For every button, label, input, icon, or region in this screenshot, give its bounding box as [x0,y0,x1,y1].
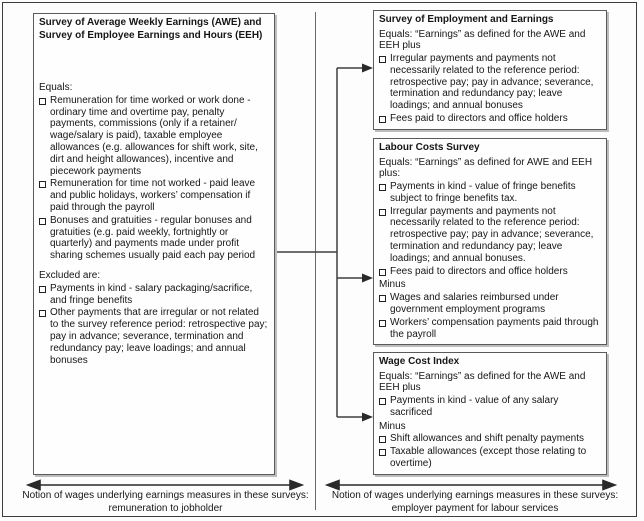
labour-costs-survey-box [373,138,607,345]
bullet-item [379,395,601,419]
awe-eeh-survey-box [33,13,275,475]
bullet-text: Other payments that are irregular or not related to the survey reference period: retrospective pay; pay in advance; severance, termination and redundancy pay; leave loadings; and annual bonuses [50,307,268,366]
bullet-text: Payments in kind - value of any salary sacrificed [390,395,559,418]
bullet-item [39,178,269,213]
box-body [379,157,601,341]
open-square-icon [379,209,386,216]
open-square-icon [379,320,386,327]
open-square-icon [379,398,386,405]
bullet-text: Remuneration for time worked or work done - ordinary time and overtime pay, penalty payments, commissions (only if a retainer/ wage/salary is paid), taxable employee allowances (e.g. allowances for shift work, site, dirt and height allowances), incentive and piecework payments [50,94,258,177]
caption-line: Notion of wages underlying earnings measures in these surveys: [22,490,309,501]
bullet-text: Payments in kind - salary packaging/sacrifice, and fringe benefits [50,282,253,306]
section-label: Equals: [39,82,73,93]
open-square-icon [39,218,46,225]
open-square-icon [379,56,386,63]
box-body [379,371,601,470]
bullet-item [379,292,601,316]
right-column-caption [320,490,630,515]
bullet-item [379,317,601,341]
section-label: Equals: “Earnings” as defined for the AWE and EEH plus [379,28,586,52]
bullet-text: Fees paid to directors and office holders [390,265,568,277]
section-label: Minus [379,420,406,432]
left-column-caption [18,490,313,515]
caption-line: remuneration to jobholder [108,502,223,514]
bullet-item [39,307,269,366]
bullet-item [379,206,601,265]
box-body [39,82,269,366]
box-body [379,29,601,125]
caption-line: Notion of wages underlying earnings measures in these surveys: [331,490,619,501]
open-square-icon [379,116,386,123]
bullet-text: Shift allowances and shift penalty payments [390,433,584,445]
bullet-item [39,95,269,178]
bullet-item [379,446,601,470]
bullet-text: Taxable allowances (except those relating to overtime) [390,446,587,470]
bullet-text: Remuneration for time not worked - paid leave and public holidays, workers’ compensation if paid through the payroll [50,178,256,213]
box-title: Wage Cost Index [379,356,460,367]
bullet-text: Irregular payments and payments not necessarily related to the reference period: retrospective pay; pay in advance; severance, termination and redundancy pay; leave loadings; and annual bonuses. [390,205,594,264]
open-square-icon [379,295,386,302]
bullet-item [379,181,601,205]
bullet-item [379,266,601,278]
open-square-icon [39,181,46,188]
bullet-text: Wages and salaries reimbursed under government employment programs [390,292,559,316]
bullet-item [39,283,269,307]
box-title: Survey of Employment and Earnings [379,14,554,25]
bullet-text: Bonuses and gratuities - regular bonuses and gratuities (e.g. paid weekly, fortnightly or quarterly) and payments made under profit sharing schemes usually paid each pay period [50,214,256,262]
bullet-text: Workers’ compensation payments paid through the payroll [390,316,599,340]
section-label: Equals: “Earnings” as defined for the AWE and EEH plus [379,370,586,394]
open-square-icon [379,449,386,456]
open-square-icon [39,310,46,317]
open-square-icon [379,436,386,443]
employment-earnings-survey-box [373,10,607,130]
bullet-text: Fees paid to directors and office holders [390,113,568,125]
section-label: Minus [379,279,406,291]
bullet-text: Payments in kind - value of fringe benefits subject to fringe benefits tax. [390,181,576,204]
open-square-icon [379,184,386,191]
bullet-text: Irregular payments and payments not necessarily related to the reference period: retrospective pay; pay in advance; severance, termination and redundancy pay; leave loadings; and annual bonuses [390,53,594,112]
bullet-item [379,113,601,125]
open-square-icon [39,98,46,105]
open-square-icon [379,269,386,276]
caption-line: employer payment for labour services [391,502,559,514]
bullet-item [379,53,601,112]
box-title: Labour Costs Survey [379,142,480,153]
section-label: Equals: “Earnings” as defined for AWE and EEH plus: [379,156,593,180]
section-label: Excluded are: [39,269,101,281]
wage-cost-index-box [373,352,607,475]
box-title: Survey of Average Weekly Earnings (AWE) and Survey of Employee Earnings and Hours (EEH) [39,17,263,41]
open-square-icon [39,286,46,293]
bullet-item [39,215,269,262]
bullet-item [379,433,601,445]
